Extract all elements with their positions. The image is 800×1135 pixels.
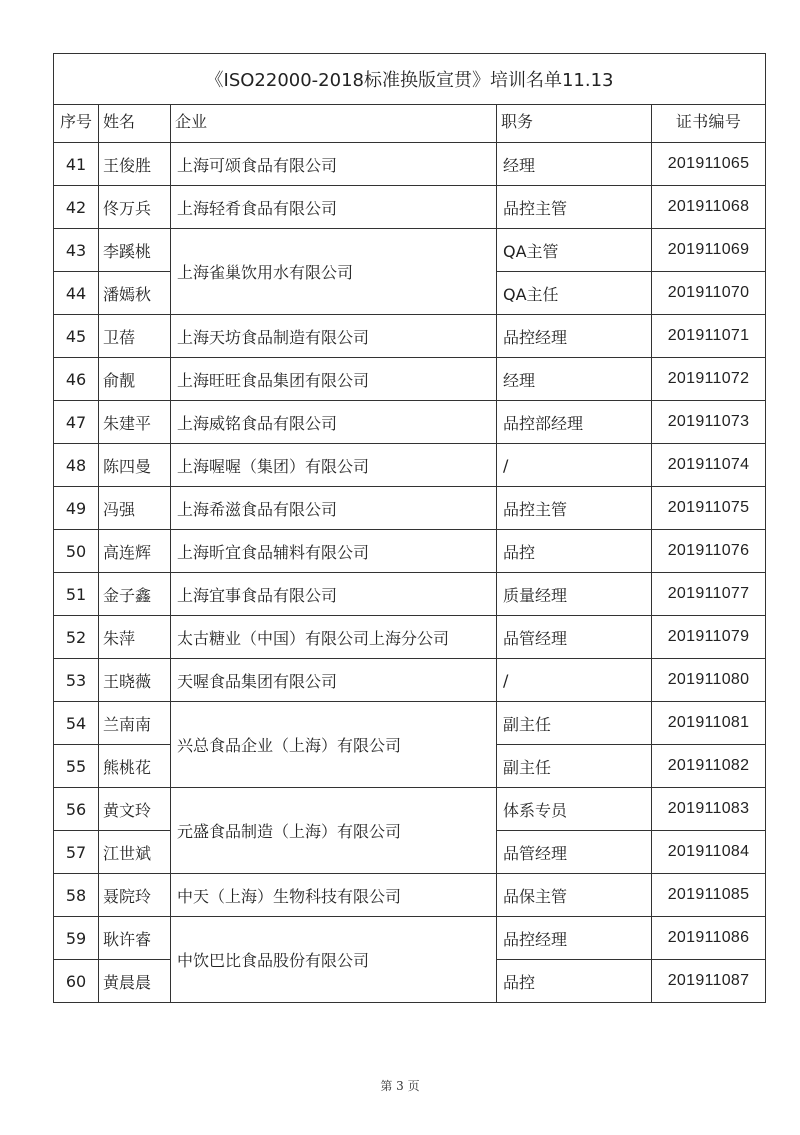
row-cert: 201911087	[652, 960, 766, 1003]
row-name: 黄文玲	[99, 788, 171, 831]
row-company: 中天（上海）生物科技有限公司	[171, 874, 497, 917]
row-position: 品控主管	[497, 487, 652, 530]
table-row	[54, 702, 766, 745]
row-number: 49	[54, 487, 99, 530]
row-position: 副主任	[497, 702, 652, 745]
row-position: 品控	[497, 530, 652, 573]
row-number: 48	[54, 444, 99, 487]
row-company: 上海旺旺食品集团有限公司	[171, 358, 497, 401]
row-number: 54	[54, 702, 99, 745]
header-no: 序号	[54, 105, 99, 143]
row-position: 品保主管	[497, 874, 652, 917]
table-row	[54, 874, 766, 917]
row-name: 金子鑫	[99, 573, 171, 616]
row-number: 51	[54, 573, 99, 616]
row-position: 质量经理	[497, 573, 652, 616]
row-company: 上海昕宜食品辅料有限公司	[171, 530, 497, 573]
row-company: 上海希滋食品有限公司	[171, 487, 497, 530]
row-cert: 201911070	[652, 272, 766, 315]
row-position: 体系专员	[497, 788, 652, 831]
row-number: 43	[54, 229, 99, 272]
table-row	[54, 358, 766, 401]
row-name: 卫蓓	[99, 315, 171, 358]
row-number: 44	[54, 272, 99, 315]
table-row	[54, 616, 766, 659]
training-table	[53, 53, 766, 1003]
row-cert: 201911074	[652, 444, 766, 487]
header-company: 企业	[171, 105, 497, 143]
row-position: 品控主管	[497, 186, 652, 229]
header-row	[54, 105, 766, 143]
table-row	[54, 788, 766, 831]
row-cert: 201911065	[652, 143, 766, 186]
header-cert: 证书编号	[652, 105, 766, 143]
table-row	[54, 530, 766, 573]
page-footer: 第 3 页	[380, 1079, 420, 1093]
row-position: QA主任	[497, 272, 652, 315]
row-company: 天喔食品集团有限公司	[171, 659, 497, 702]
row-name: 江世斌	[99, 831, 171, 874]
row-position: /	[497, 444, 652, 487]
row-number: 52	[54, 616, 99, 659]
row-cert: 201911082	[652, 745, 766, 788]
row-number: 47	[54, 401, 99, 444]
row-position: 品控经理	[497, 917, 652, 960]
table-row	[54, 229, 766, 272]
row-name: 兰南南	[99, 702, 171, 745]
row-name: 熊桃花	[99, 745, 171, 788]
row-position: 品管经理	[497, 831, 652, 874]
row-cert: 201911068	[652, 186, 766, 229]
table-row	[54, 573, 766, 616]
row-name: 耿许睿	[99, 917, 171, 960]
row-name: 潘嫣秋	[99, 272, 171, 315]
row-company: 兴总食品企业（上海）有限公司	[171, 702, 497, 788]
header-position: 职务	[497, 105, 652, 143]
document-sheet	[53, 53, 765, 1003]
table-row	[54, 659, 766, 702]
row-cert: 201911069	[652, 229, 766, 272]
row-cert: 201911085	[652, 874, 766, 917]
row-name: 佟万兵	[99, 186, 171, 229]
row-cert: 201911071	[652, 315, 766, 358]
row-name: 陈四曼	[99, 444, 171, 487]
row-cert: 201911080	[652, 659, 766, 702]
table-row	[54, 143, 766, 186]
row-company: 太古糖业（中国）有限公司上海分公司	[171, 616, 497, 659]
table-row	[54, 401, 766, 444]
document-title: 《ISO22000-2018标准换版宣贯》培训名单11.13	[54, 54, 766, 105]
row-company: 上海雀巢饮用水有限公司	[171, 229, 497, 315]
row-number: 55	[54, 745, 99, 788]
row-name: 王晓薇	[99, 659, 171, 702]
table-row	[54, 315, 766, 358]
row-company: 上海威铭食品有限公司	[171, 401, 497, 444]
row-name: 俞靓	[99, 358, 171, 401]
row-cert: 201911077	[652, 573, 766, 616]
row-name: 聂院玲	[99, 874, 171, 917]
row-position: 品控部经理	[497, 401, 652, 444]
header-name: 姓名	[99, 105, 171, 143]
row-company: 上海可颂食品有限公司	[171, 143, 497, 186]
row-cert: 201911076	[652, 530, 766, 573]
row-position: 品控	[497, 960, 652, 1003]
table-row	[54, 444, 766, 487]
row-company: 元盛食品制造（上海）有限公司	[171, 788, 497, 874]
row-cert: 201911084	[652, 831, 766, 874]
row-name: 冯强	[99, 487, 171, 530]
row-number: 59	[54, 917, 99, 960]
row-company: 中饮巴比食品股份有限公司	[171, 917, 497, 1003]
row-position: QA主管	[497, 229, 652, 272]
row-number: 45	[54, 315, 99, 358]
row-company: 上海轻肴食品有限公司	[171, 186, 497, 229]
row-cert: 201911073	[652, 401, 766, 444]
row-number: 60	[54, 960, 99, 1003]
row-name: 李蹊桃	[99, 229, 171, 272]
row-cert: 201911081	[652, 702, 766, 745]
row-number: 56	[54, 788, 99, 831]
row-cert: 201911086	[652, 917, 766, 960]
table-row	[54, 917, 766, 960]
row-number: 53	[54, 659, 99, 702]
row-number: 58	[54, 874, 99, 917]
row-cert: 201911079	[652, 616, 766, 659]
row-name: 朱萍	[99, 616, 171, 659]
table-row	[54, 487, 766, 530]
row-position: 经理	[497, 358, 652, 401]
row-number: 42	[54, 186, 99, 229]
row-name: 高连辉	[99, 530, 171, 573]
row-position: 品管经理	[497, 616, 652, 659]
row-number: 57	[54, 831, 99, 874]
row-name: 黄晨晨	[99, 960, 171, 1003]
row-position: 副主任	[497, 745, 652, 788]
row-number: 50	[54, 530, 99, 573]
row-cert: 201911072	[652, 358, 766, 401]
row-company: 上海宜事食品有限公司	[171, 573, 497, 616]
row-cert: 201911075	[652, 487, 766, 530]
row-name: 朱建平	[99, 401, 171, 444]
row-position: /	[497, 659, 652, 702]
row-name: 王俊胜	[99, 143, 171, 186]
row-number: 46	[54, 358, 99, 401]
table-row	[54, 186, 766, 229]
row-company: 上海天坊食品制造有限公司	[171, 315, 497, 358]
row-company: 上海喔喔（集团）有限公司	[171, 444, 497, 487]
row-number: 41	[54, 143, 99, 186]
row-cert: 201911083	[652, 788, 766, 831]
row-position: 经理	[497, 143, 652, 186]
row-position: 品控经理	[497, 315, 652, 358]
